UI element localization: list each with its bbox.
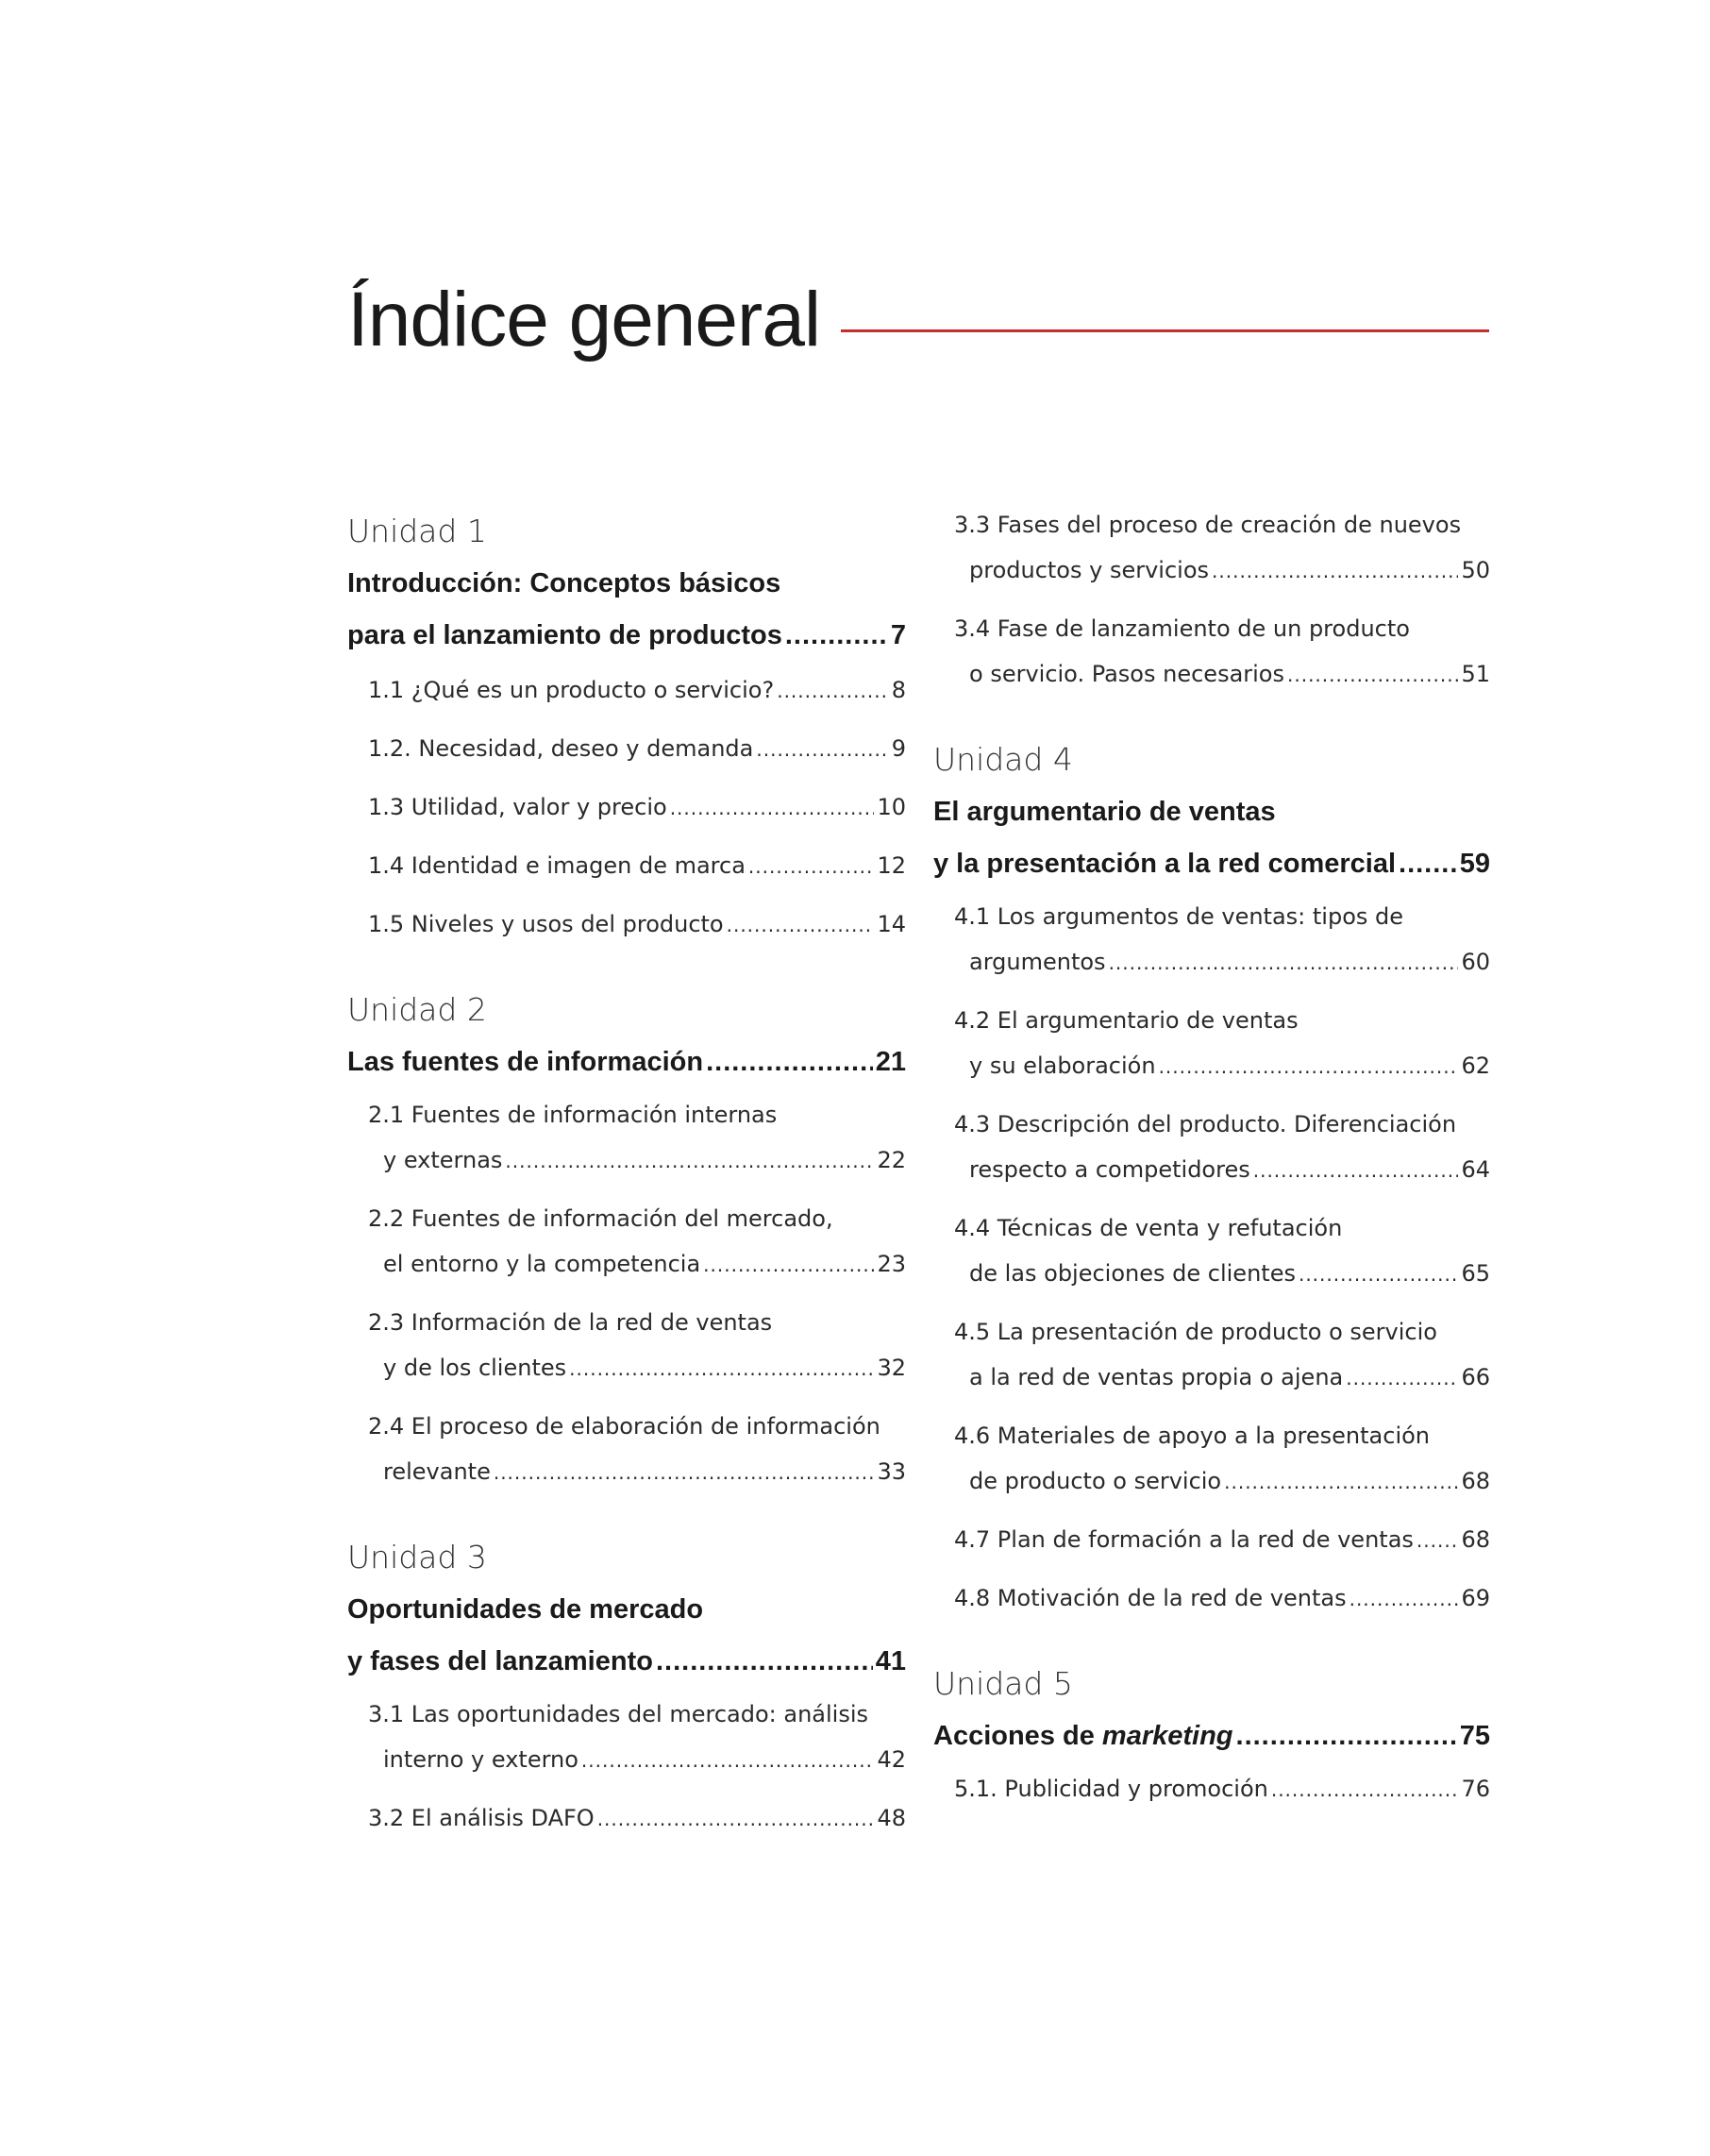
toc-entry-2-1[interactable] [347,1092,906,1184]
leader-dots [1299,1252,1458,1297]
page-header [347,276,1489,364]
entry-text-cont: o servicio. Pasos necesarios [969,661,1284,687]
leader-dots [727,902,875,948]
entry-page: 66 [1461,1364,1490,1390]
leader-dots [597,1796,875,1842]
toc-entry-1-3[interactable] [347,784,906,831]
unit-4-page: 59 [1459,849,1490,879]
entry-text: 3.3 Fases del proceso de creación de nuevos [954,512,1462,538]
entry-page: 9 [891,735,906,762]
leader-dots [1271,1767,1459,1812]
entry-page: 8 [891,677,906,703]
entry-text: 1.1 ¿Qué es un producto o servicio? [368,677,775,703]
toc-entry-3-3[interactable] [933,502,1490,594]
leader-dots [777,668,889,714]
leader-dots [1159,1044,1459,1089]
leader-dots [1399,838,1457,890]
toc-column-left [347,505,906,1842]
leader-dots [1346,1356,1458,1401]
unit-5-title-italic: marketing [1101,1721,1233,1751]
unit-2-title-text: Las fuentes de información [347,1047,704,1077]
entry-text: 2.3 Información de la red de ventas [368,1309,773,1336]
entry-page: 69 [1461,1585,1490,1611]
entry-page: 68 [1461,1468,1490,1494]
entry-line2 [347,1241,906,1288]
entry-text-cont: de las objeciones de clientes [969,1260,1296,1287]
entry-text: 4.8 Motivación de la red de ventas [954,1585,1347,1611]
toc-entry-4-3[interactable] [933,1102,1490,1193]
toc-entry-1-2[interactable] [347,726,906,772]
entry-line2 [933,939,1490,985]
entry-page: 23 [877,1251,906,1277]
leader-dots [569,1346,874,1391]
entry-text-cont: a la red de ventas propia o ajena [969,1364,1344,1390]
entry-text: 2.1 Fuentes de información internas [368,1102,778,1128]
entry-line2 [347,1737,906,1783]
unit-4-title-line1[interactable]: El argumentario de ventas [933,797,1276,827]
title-rule [841,329,1489,332]
toc-entry-4-5[interactable] [933,1309,1490,1401]
entry-page: 62 [1461,1053,1490,1079]
unit-1-title-line1[interactable]: Introducción: Conceptos básicos [347,568,781,598]
entry-text-cont: y su elaboración [969,1053,1156,1079]
unit-1-title-line2[interactable] [347,610,906,662]
entry-text: 4.3 Descripción del producto. Diferenciación [954,1111,1457,1137]
entry-line2 [347,1449,906,1495]
unit-5-page: 75 [1459,1721,1490,1751]
entry-text-cont: interno y externo [383,1746,578,1773]
toc-entry-4-4[interactable] [933,1205,1490,1297]
entry-text-cont: el entorno y la competencia [383,1251,701,1277]
entry-page: 50 [1461,557,1490,583]
toc-entry-2-3[interactable] [347,1300,906,1391]
entry-text-cont: relevante [383,1458,491,1485]
toc-column-right [933,502,1490,1812]
entry-line2 [933,1458,1490,1505]
page-title: Índice general [347,277,821,362]
toc-entry-2-4[interactable] [347,1404,906,1495]
entry-text-cont: de producto o servicio [969,1468,1222,1494]
entry-text: 2.2 Fuentes de información del mercado, [368,1205,833,1232]
leader-dots [748,844,875,889]
unit-3-title-text: y fases del lanzamiento [347,1646,653,1676]
entry-text: 2.4 El proceso de elaboración de información [368,1413,880,1440]
entry-page: 33 [877,1458,906,1485]
entry-text: 4.4 Técnicas de venta y refutación [954,1215,1343,1241]
entry-text-cont: productos y servicios [969,557,1210,583]
entry-page: 42 [877,1746,906,1773]
entry-text-cont: respecto a competidores [969,1156,1250,1183]
leader-dots [1350,1576,1459,1622]
entry-page: 64 [1461,1156,1490,1183]
toc-entry-4-1[interactable] [933,894,1490,985]
unit-2-title[interactable] [347,1036,906,1088]
unit-3 [347,1531,906,1842]
leader-dots [1224,1459,1458,1505]
toc-entry-3-2[interactable] [347,1795,906,1842]
entry-page: 14 [877,911,906,937]
entry-page: 32 [877,1355,906,1381]
entry-text-cont: argumentos [969,949,1106,975]
unit-2-page: 21 [875,1047,906,1077]
unit-4-title-line2[interactable] [933,838,1490,890]
leader-dots [1212,548,1458,594]
entry-page: 10 [877,794,906,820]
unit-5-label: Unidad 5 [933,1665,1073,1702]
unit-5-title-prefix: Acciones de [933,1721,1102,1751]
unit-2 [347,984,906,1495]
entry-text: 5.1. Publicidad y promoción [954,1776,1268,1802]
entry-page: 48 [877,1805,906,1831]
leader-dots [756,727,888,772]
leader-dots [1109,940,1459,985]
entry-line2 [933,547,1490,594]
entry-text: 4.7 Plan de formación a la red de ventas [954,1526,1414,1553]
unit-4-label: Unidad 4 [933,741,1073,778]
toc-entry-1-1[interactable] [347,667,906,714]
toc-entry-4-2[interactable] [933,998,1490,1089]
entry-text-cont: y de los clientes [383,1355,567,1381]
entry-text: 4.5 La presentación de producto o servicio [954,1319,1437,1345]
entry-text: 3.1 Las oportunidades del mercado: análisis [368,1701,869,1727]
toc-entry-2-2[interactable] [347,1196,906,1288]
unit-3-label: Unidad 3 [347,1539,487,1575]
leader-dots [670,785,875,831]
entry-line2 [347,1137,906,1184]
entry-page: 22 [877,1147,906,1173]
toc-entry-4-8[interactable] [933,1575,1490,1622]
entry-line2 [933,1147,1490,1193]
leader-dots [1417,1518,1459,1563]
leader-dots [703,1242,874,1288]
unit-4 [933,733,1490,1622]
unit-1 [347,505,906,948]
leader-dots [505,1138,874,1184]
leader-dots [1287,652,1458,698]
unit-3-title-line1[interactable]: Oportunidades de mercado [347,1594,704,1625]
unit-1-label: Unidad 1 [347,513,487,549]
entry-text: 1.4 Identidad e imagen de marca [368,852,746,879]
entry-page: 68 [1461,1526,1490,1553]
entry-text: 1.3 Utilidad, valor y precio [368,794,667,820]
unit-5-title-text [933,1710,1233,1762]
entry-line2 [933,1355,1490,1401]
entry-text: 4.1 Los argumentos de ventas: tipos de [954,903,1404,930]
toc-entry-5-1[interactable] [933,1766,1490,1812]
leader-dots [1236,1710,1457,1762]
toc-entry-1-4[interactable] [347,843,906,889]
entry-text: 4.6 Materiales de apoyo a la presentación [954,1423,1430,1449]
leader-dots [494,1450,875,1495]
entry-page: 65 [1461,1260,1490,1287]
entry-text: 1.5 Niveles y usos del producto [368,911,724,937]
toc-entry-3-4[interactable] [933,606,1490,698]
entry-line2 [933,1251,1490,1297]
toc-entry-4-7[interactable] [933,1517,1490,1563]
toc-entry-4-6[interactable] [933,1413,1490,1505]
entry-page: 12 [877,852,906,879]
unit-1-page: 7 [890,620,906,650]
entry-text: 4.2 El argumentario de ventas [954,1007,1299,1034]
entry-text: 3.4 Fase de lanzamiento de un producto [954,615,1410,642]
leader-dots [581,1738,875,1783]
unit-1-title-text: para el lanzamiento de productos [347,620,782,650]
entry-page: 76 [1461,1776,1490,1802]
leader-dots [1253,1148,1459,1193]
leader-dots [785,610,888,662]
entry-text-cont: y externas [383,1147,503,1173]
toc-entry-3-1[interactable] [347,1692,906,1783]
entry-text: 3.2 El análisis DAFO [368,1805,595,1831]
entry-text: 1.2. Necesidad, deseo y demanda [368,735,754,762]
unit-5-title[interactable] [933,1710,1490,1762]
entry-page: 60 [1461,949,1490,975]
unit-3-title-line2[interactable] [347,1636,906,1688]
entry-page: 51 [1461,661,1490,687]
toc-entry-1-5[interactable] [347,901,906,948]
entry-line2 [347,1345,906,1391]
unit-5 [933,1658,1490,1812]
entry-line2 [933,1043,1490,1089]
leader-dots [706,1036,873,1088]
entry-line2 [933,651,1490,698]
unit-4-title-text: y la presentación a la red comercial [933,849,1397,879]
leader-dots [656,1636,873,1688]
unit-2-label: Unidad 2 [347,991,487,1028]
unit-3-page: 41 [875,1646,906,1676]
